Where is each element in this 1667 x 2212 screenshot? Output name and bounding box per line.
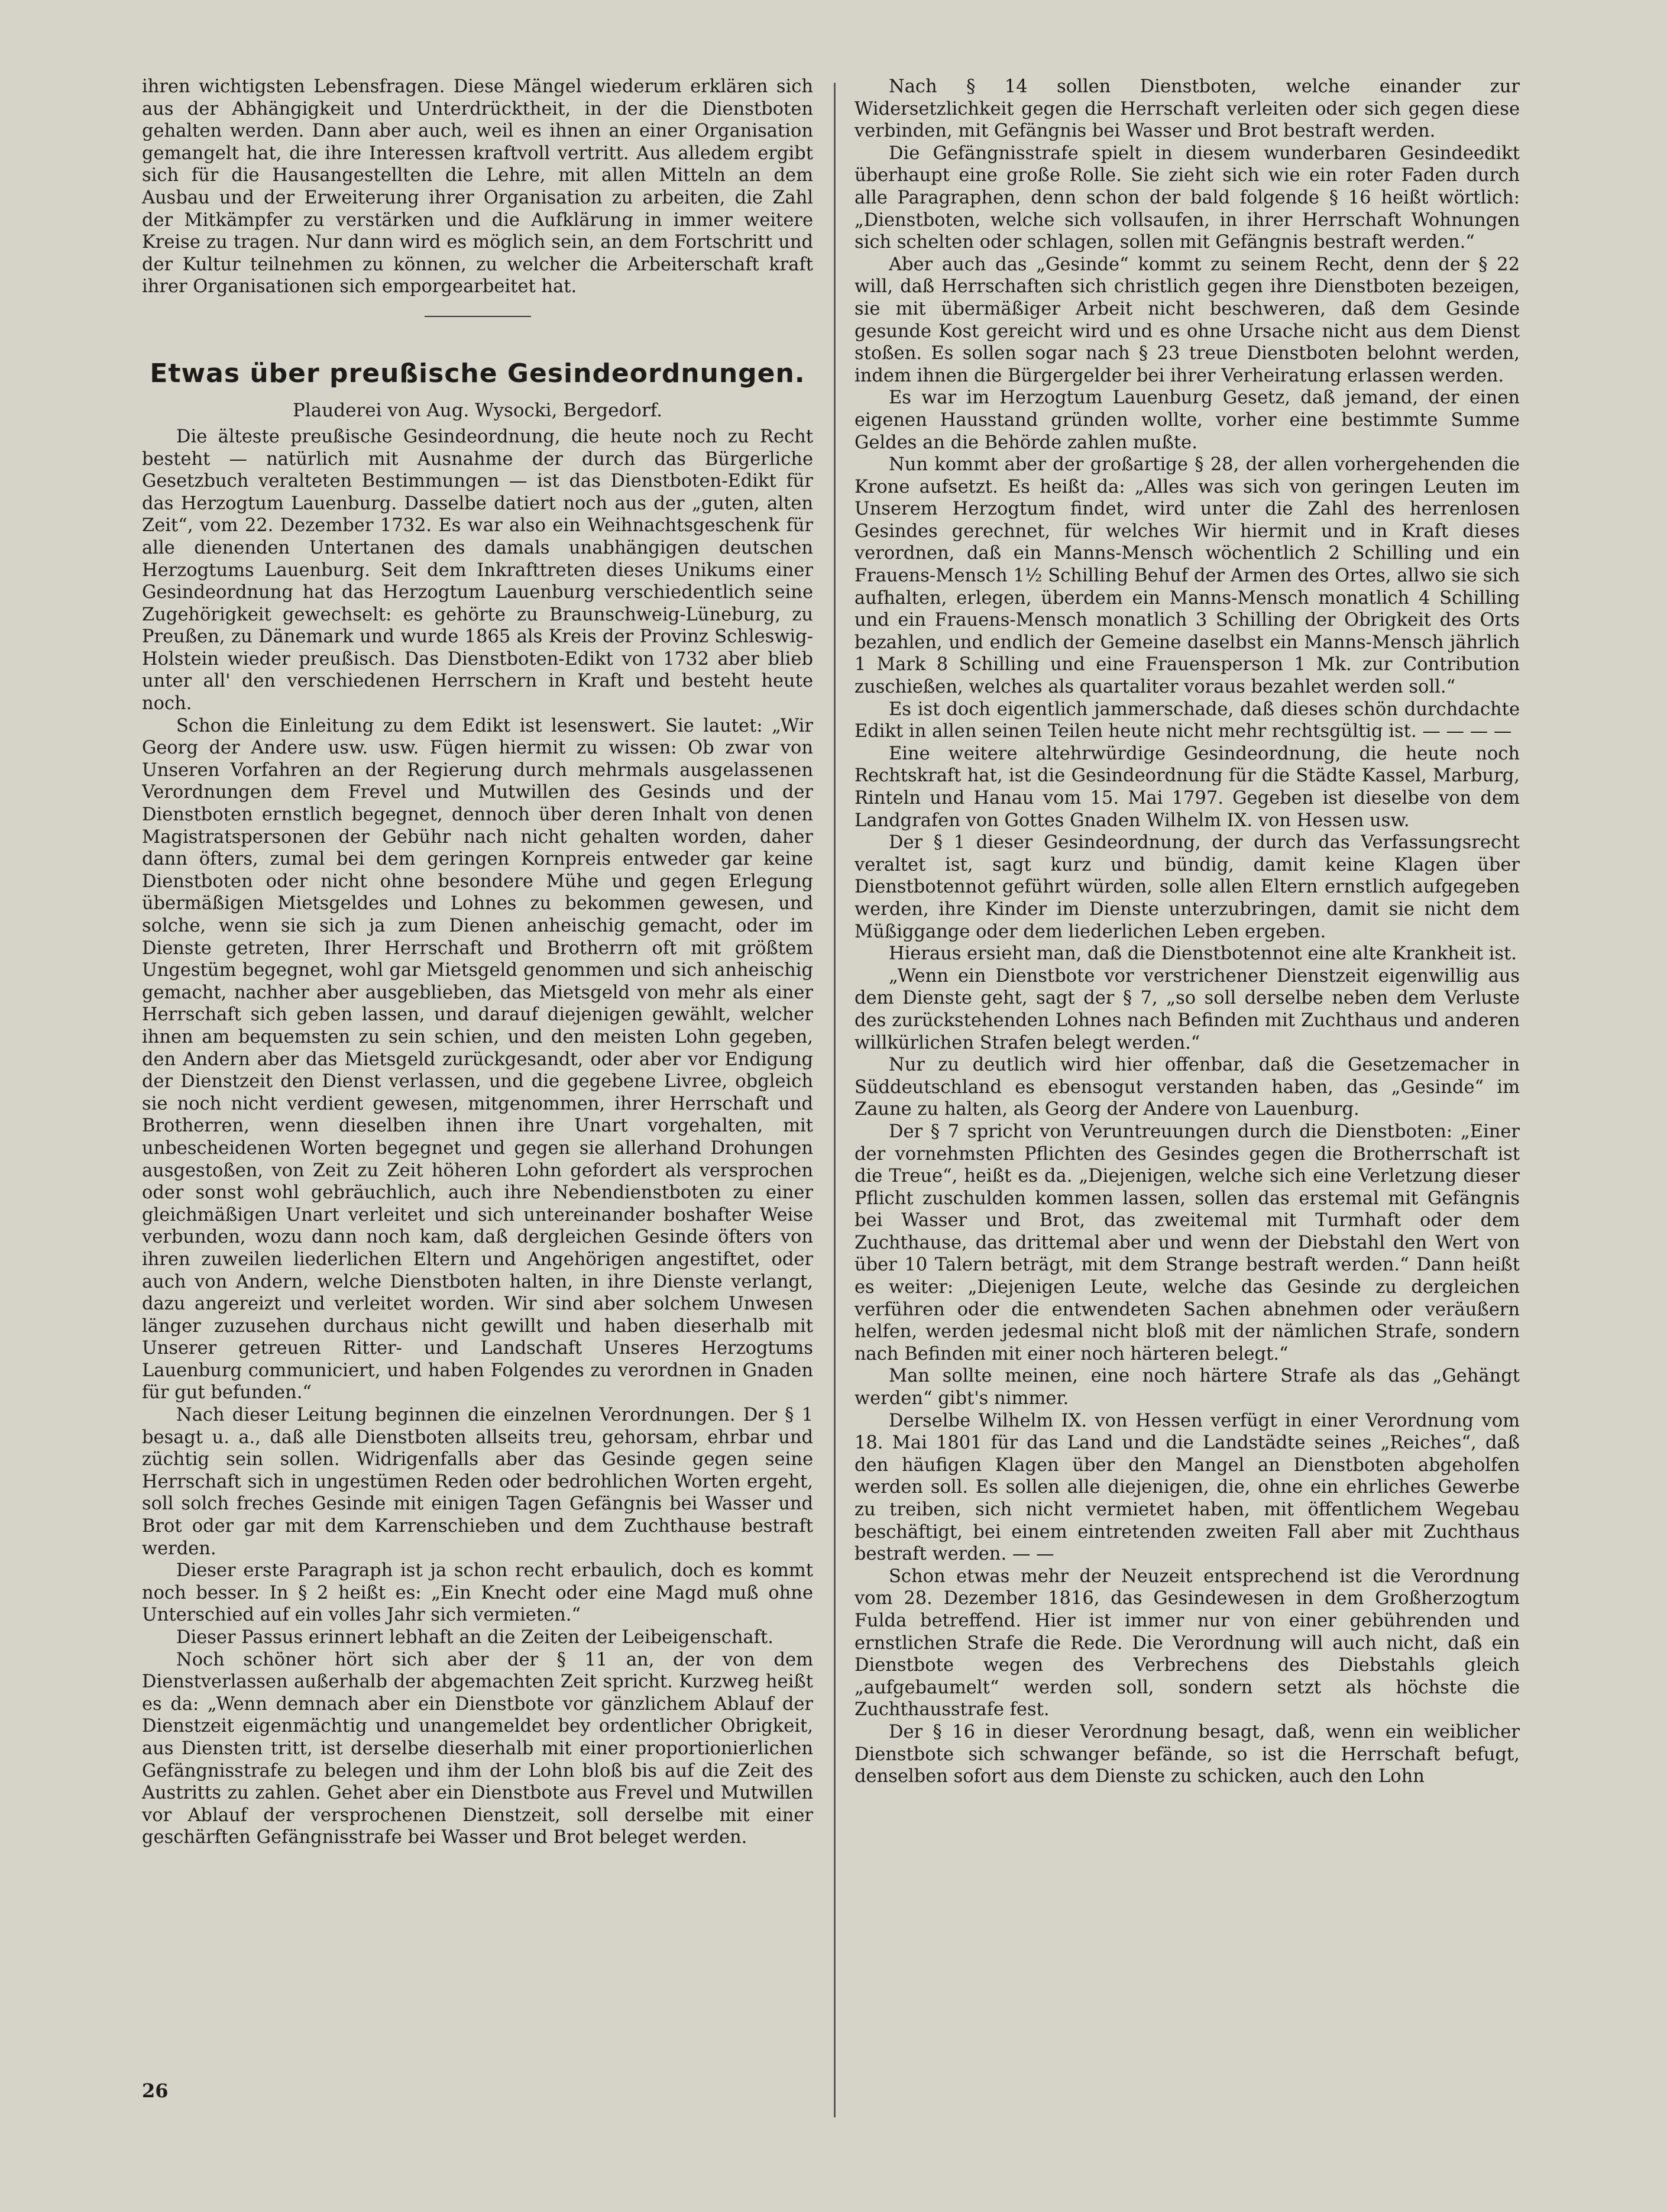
intro-paragraph: ihren wichtigsten Lebensfragen. Diese Mängel wiederum erklären sich aus der Abhängigkeit und Unterdrücktheit, in der die Dienstboten gehalten werden. Dann aber auch, weil es ihnen an einer Organisation gemangelt hat, die ihre Interessen kraftvoll vertritt. Aus alledem ergibt sich für die Hausangestellten die Lehre, mit allen Mitteln an dem Ausbau und der Erweiterung ihrer Organisation zu arbeiten, die Zahl der Mitkämpfer zu verstärken und die Aufklärung in immer weitere Kreise zu tragen. Nur dann wird es möglich sein, an dem Fortschritt und der Kultur teilnehmen zu können, zu welcher die Arbeiterschaft kraft ihrer Organisationen sich emporgearbeitet hat. xyxy=(142,76,813,297)
paragraph: Noch schöner hört sich aber der § 11 an, der von dem Dienstverlassen außerhalb der abgemachten Zeit spricht. Kurzweg heißt es da: „Wenn demnach aber ein Dienstbote vor gänzlichem Ablauf der Dienstzeit eigenmächtig und unangemeldet bey ordentlicher Obrigkeit, aus Diensten tritt, ist derselbe dieserhalb mit einer proportionierlichen Gefängnisstrafe zu belegen und ihm der Lohn bloß bis auf die Zeit des Austritts zu zahlen. Gehet aber ein Dienstbote aus Frevel und Mutwillen vor Ablauf der versprochenen Dienstzeit, soll derselbe mit einer geschärften Gefängnisstrafe bei Wasser und Brot beleget werden. xyxy=(142,1649,813,1848)
page-number: 26 xyxy=(142,2080,169,2102)
paragraph: Aber auch das „Gesinde“ kommt zu seinem Recht, denn der § 22 will, daß Herrschaften sich christlich gegen ihre Dienstboten bezeigen, sie mit übermäßiger Arbeit nicht beschweren, daß dem Gesinde gesunde Kost gereicht wird und es ohne Ursache nicht aus dem Dienst stoßen. Es sollen sogar nach § 23 treue Dienstboten belohnt werden, indem ihnen die Bürgergelder bei ihrer Verheiratung erlassen werden. xyxy=(854,254,1520,386)
paragraph: Hieraus ersieht man, daß die Dienstbotennot eine alte Krankheit ist. xyxy=(889,943,1517,965)
paragraph: „Wenn ein Dienstbote vor verstrichener Dienstzeit eigenwillig aus dem Dienste geht, sagt der § 7, „so soll derselbe neben dem Verluste des zurückstehenden Lohnes nach Befinden mit Zuchthaus und anderen willkürlichen Strafen belegt werden.“ xyxy=(854,965,1520,1053)
article-byline: Plauderei von Aug. Wysocki, Bergedorf. xyxy=(293,399,662,421)
paragraph: Nach § 14 sollen Dienstboten, welche einander zur Widersetzlichkeit gegen die Herrschaft verleiten oder sich gegen diese verbinden, mit Gefängnis bei Wasser und Brot bestraft werden. xyxy=(854,76,1520,142)
paragraph: Die Gefängnisstrafe spielt in diesem wunderbaren Gesindeedikt überhaupt eine große Rolle. Sie zieht sich wie ein roter Faden durch alle Paragraphen, denn schon der bald folgende § 16 heißt wörtlich: „Dienstboten, welche sich vollsaufen, in ihrer Herrschaft Wohnungen sich schelten oder schlagen, sollen mit Gefängnis bestraft werden.“ xyxy=(854,143,1520,253)
column-divider xyxy=(834,83,836,2117)
paragraph: Derselbe Wilhelm IX. von Hessen verfügt in einer Verordnung vom 18. Mai 1801 für das Land und die Landstädte seines „Reiches“, daß den häufigen Klagen über den Mangel an Dienstboten abgeholfen werden soll. Es sollen alle diejenigen, die, ohne ein ehrliches Gewerbe zu treiben, sich nicht vermietet haben, mit öffentlichem Wegebau beschäftigt, bei einem eintretenden zweiten Fall aber mit Zuchthaus bestraft werden. — — xyxy=(854,1410,1520,1565)
paragraph: Nun kommt aber der großartige § 28, der allen vorhergehenden die Krone aufsetzt. Es heißt da: „Alles was sich von geringen Leuten im Unserem Herzogtum findet, wird unter die Zahl des herrenlosen Gesindes gerechnet, für welches Wir hiermit und in Kraft dieses verordnen, daß ein Manns-Mensch wöchentlich 2 Schilling und ein Frauens-Mensch 1½ Schilling Behuf der Armen des Ortes, allwo sie sich aufhalten, erlegen, überdem ein Manns-Mensch monatlich 4 Schilling und ein Frauens-Mensch monatlich 3 Schilling der Obrigkeit des Orts bezahlen, und endlich der Gemeine daselbst ein Manns-Mensch jährlich 1 Mark 8 Schilling und eine Frauensperson 1 Mk. zur Contribution zuschießen, welches als quartaliter voraus bezahlet werden soll.“ xyxy=(854,454,1520,698)
paragraph: Der § 1 dieser Gesindeordnung, der durch das Verfassungsrecht veraltet ist, sagt kurz und bündig, damit keine Klagen über Dienstbotennot geführt würden, solle allen Eltern ernstlich aufgegeben werden, ihre Kinder im Dienste unterzubringen, damit sie nicht dem Müßiggange oder dem liederlichen Leben ergeben. xyxy=(854,832,1520,942)
paragraph: Nur zu deutlich wird hier offenbar, daß die Gesetzemacher in Süddeutschland es ebensogut verstanden haben, das „Gesinde“ im Zaune zu halten, als Georg der Andere von Lauenburg. xyxy=(854,1055,1520,1120)
left-column xyxy=(142,76,813,1849)
paragraph: Es war im Herzogtum Lauenburg Gesetz, daß jemand, der einen eigenen Hausstand gründen wollte, vorher eine bestimmte Summe Geldes an die Behörde zahlen mußte. xyxy=(854,387,1520,453)
paragraph: Nach dieser Leitung beginnen die einzelnen Verordnungen. Der § 1 besagt u. a., daß alle Dienstboten allseits treu, gehorsam, ehrbar und züchtig sein sollen. Widrigenfalls aber das Gesinde gegen seine Herrschaft sich in ungestümen Reden oder bedrohlichen Worten ergeht, soll solch freches Gesinde mit einigen Tagen Gefängnis bei Wasser und Brot oder gar mit dem Karrenschieben und dem Zuchthause bestraft werden. xyxy=(142,1405,813,1559)
paragraph: Der § 16 in dieser Verordnung besagt, daß, wenn ein weiblicher Dienstbote sich schwanger befände, so ist die Herrschaft befugt, denselben sofort aus dem Dienste zu schicken, auch den Lohn xyxy=(854,1721,1520,1787)
article-title: Etwas über preußische Gesindeordnungen. xyxy=(150,358,805,389)
paragraph: Dieser Passus erinnert lebhaft an die Zeiten der Leibeigenschaft. xyxy=(176,1627,773,1648)
paragraph: Schon die Einleitung zu dem Edikt ist lesenswert. Sie lautet: „Wir Georg der Andere usw. usw. Fügen hiermit zu wissen: Ob zwar von Unseren Vorfahren an der Regierung durch mehrmals ausgelassenen Verordnungen dem Frevel und Mutwillen des Gesinds und der Dienstboten ernstlich begegnet, dennoch über deren Inhalt von denen Magistratspersonen der Gebühr nach nicht gehalten worden, daher dann öfters, zumal bei dem geringen Kornpreis entweder gar keine Dienstboten oder nicht ohne besondere Mühe und gegen Erlegung übermäßigen Mietsgeldes und Lohnes zu bekommen gewesen, und solche, wenn sie sich ja zum Dienen anheischig gemacht, oder im Dienste getreten, Ihrer Herrschaft und Brotherrn oft mit größtem Ungestüm begegnet, wohl gar Mietsgeld genommen und sich anheischig gemacht, nachher aber ausgeblieben, das Mietsgeld von mehr als einer Herrschaft sich geben lassen, und darauf diejenigen gewählt, welcher ihnen am bequemsten zu sein schien, und den meisten Lohn gegeben, den Andern aber das Mietsgeld zurückgesandt, oder aber vor Endigung der Dienstzeit den Dienst verlassen, und die gegebene Livree, obgleich sie noch nicht verdient gewesen, mitgenommen, ihrer Herrschaft und Brotherren, wenn dieselben ihnen ihre Unart vorgehalten, mit unbescheidenen Worten begegnet und gegen sie allerhand Drohungen ausgestoßen, von Zeit zu Zeit höheren Lohn gefordert als versprochen oder sonst wohl gebräuchlich, auch ihre Nebendienstboten zu einer gleichmäßigen Unart verleitet und sich untereinander boshafter Weise verbunden, wozu dann noch kam, daß dergleichen Gesinde öfters von ihren zuweilen liederlichen Eltern und Angehörigen angestiftet, oder auch von Andern, welche Dienstboten halten, in ihre Dienste verlangt, dazu angereizt und verleitet worden. Wir sind aber solchem Unwesen länger zuzusehen durchaus nicht gewillt und haben dieserhalb mit Unserer getreuen Ritter- und Landschaft Unseres Herzogtums Lauenburg communiciert, und haben Folgendes zu verordnen in Gnaden für gut befunden.“ xyxy=(142,715,813,1403)
paragraph: Die älteste preußische Gesindeordnung, die heute noch zu Recht besteht — natürlich mit Ausnahme der durch das Bürgerliche Gesetzbuch veralteten Bestimmungen — ist das Dienstboten-Edikt für das Herzogtum Lauenburg. Dasselbe datiert noch aus der „guten, alten Zeit“, vom 22. Dezember 1732. Es war also ein Weihnachtsgeschenk für alle dienenden Untertanen des damals unabhängigen deutschen Herzogtums Lauenburg. Seit dem Inkrafttreten dieses Unikums einer Gesindeordnung hat das Herzogtum Lauenburg verschiedentlich seine Zugehörigkeit gewechselt: es gehörte zu Braunschweig-Lüneburg, zu Preußen, zu Dänemark und wurde 1865 als Kreis der Provinz Schleswig-Holstein wieder preußisch. Das Dienstboten-Edikt von 1732 aber blieb unter all' den verschiedenen Herrschern in Kraft und besteht heute noch. xyxy=(142,426,813,714)
paragraph: Es ist doch eigentlich jammerschade, daß dieses schön durchdachte Edikt in allen seinen Teilen heute nicht mehr rechtsgültig ist. — — — — xyxy=(854,698,1520,742)
paragraph: Schon etwas mehr der Neuzeit entsprechend ist die Verordnung vom 28. Dezember 1816, das Gesindewesen in dem Großherzogtum Fulda betreffend. Hier ist immer nur von einer gebührenden und ernstlichen Strafe die Rede. Die Verordnung will auch nicht, daß ein Dienstbote wegen des Verbrechens des Diebstahls gleich „aufgebaumelt“ werden soll, sondern setzt als höchste die Zuchthausstrafe fest. xyxy=(854,1566,1520,1721)
separator-rule xyxy=(425,316,531,317)
paragraph: Dieser erste Paragraph ist ja schon recht erbaulich, doch es kommt noch besser. In § 2 heißt es: „Ein Knecht oder eine Magd muß ohne Unterschied auf ein volles Jahr sich vermieten.“ xyxy=(142,1560,813,1626)
right-column xyxy=(854,76,1520,1788)
paragraph: Eine weitere altehrwürdige Gesindeordnung, die heute noch Rechtskraft hat, ist die Gesindeordnung für die Städte Kassel, Marburg, Rinteln und Hanau vom 15. Mai 1797. Gegeben ist dieselbe von dem Landgrafen von Gottes Gnaden Wilhelm IX. von Hessen usw. xyxy=(854,743,1520,831)
paragraph: Man sollte meinen, eine noch härtere Strafe als das „Gehängt werden“ gibt's nimmer. xyxy=(854,1366,1520,1409)
paragraph: Der § 7 spricht von Veruntreuungen durch die Dienstboten: „Einer der vornehmsten Pflichten des Gesindes gegen die Brotherrschaft ist die Treue“, heißt es da. „Diejenigen, welche sich eine Verletzung dieser Pflicht zuschulden kommen lassen, sollen das erstemal mit Gefängnis bei Wasser und Brot, das zweitemal mit Turmhaft oder dem Zuchthause, das drittemal aber und wenn der Diebstahl den Wert von über 10 Talern beträgt, mit dem Strange bestraft werden.“ Dann heißt es weiter: „Diejenigen Leute, welche das Gesinde zu dergleichen verführen oder die entwendeten Sachen abnehmen oder veräußern helfen, werden jedesmal nicht bloß mit der nämlichen Strafe, sondern nach Befinden mit einer noch härteren belegt.“ xyxy=(854,1121,1520,1364)
